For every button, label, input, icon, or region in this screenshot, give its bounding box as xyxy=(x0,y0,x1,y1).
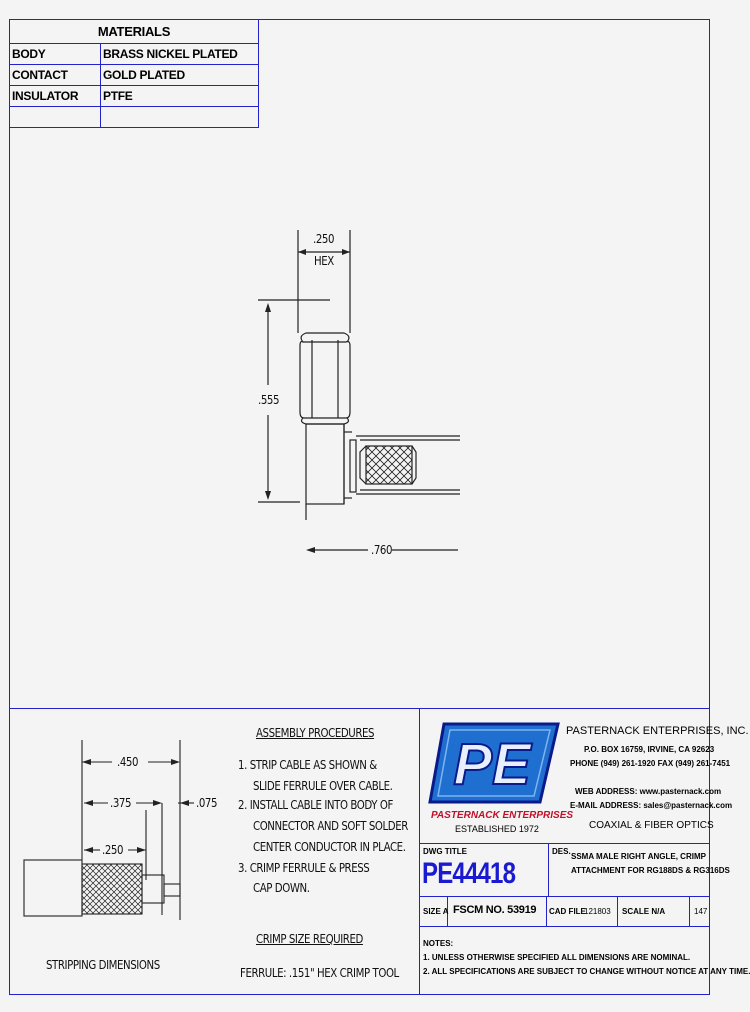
strip-dim-250: .250 xyxy=(102,843,124,857)
des-label: DES. xyxy=(552,847,571,856)
size-label: SIZE A xyxy=(423,907,449,916)
assembly-title: ASSEMBLY PROCEDURES xyxy=(256,726,375,740)
strip-dim-075: .075 xyxy=(196,796,218,810)
material-value: PTFE xyxy=(101,86,259,107)
notes-label: NOTES: xyxy=(423,939,454,948)
assembly-line: 2. INSTALL CABLE INTO BODY OF xyxy=(238,798,393,812)
tb-line xyxy=(419,926,710,927)
fscm-number: FSCM NO. 53919 xyxy=(453,904,537,916)
material-part: INSULATOR xyxy=(10,86,101,107)
scale: SCALE N/A xyxy=(622,907,666,916)
tb-line xyxy=(419,896,710,897)
company-name: PASTERNACK ENTERPRISES, INC. xyxy=(566,725,749,737)
company-email: E-MAIL ADDRESS: sales@pasternack.com xyxy=(570,801,733,810)
description-line-2: ATTACHMENT FOR RG188DS & RG316DS xyxy=(571,866,730,875)
tb-line xyxy=(419,843,710,844)
assembly-line: CAP DOWN. xyxy=(253,881,310,895)
assembly-line: SLIDE FERRULE OVER CABLE. xyxy=(253,779,393,793)
tb-line xyxy=(617,896,618,926)
sheet-number: 147 xyxy=(694,907,708,916)
crimp-title: CRIMP SIZE REQUIRED xyxy=(256,932,363,946)
cad-file-label: CAD FILE xyxy=(549,907,586,916)
assembly-line: CENTER CONDUCTOR IN PLACE. xyxy=(253,840,406,854)
tb-line xyxy=(546,896,547,926)
length-dimension: .760 xyxy=(371,543,393,557)
assembly-line: 3. CRIMP FERRULE & PRESS xyxy=(238,861,370,875)
materials-header: MATERIALS xyxy=(10,20,259,44)
note-item: 1. UNLESS OTHERWISE SPECIFIED ALL DIMENSIONS ARE NOMINAL. xyxy=(423,953,691,962)
strip-dim-375: .375 xyxy=(110,796,132,810)
height-dimension: .555 xyxy=(258,393,280,407)
tb-line xyxy=(689,896,690,926)
crimp-line: FERRULE: .151" HEX CRIMP TOOL xyxy=(240,966,399,980)
hex-label: HEX xyxy=(314,254,334,268)
part-number: PE44418 xyxy=(422,857,516,890)
pe-logo xyxy=(430,718,574,822)
strip-dim-450: .450 xyxy=(117,755,139,769)
established: ESTABLISHED 1972 xyxy=(455,824,539,834)
material-part: BODY xyxy=(10,44,101,65)
cad-file: 121803 xyxy=(584,907,611,916)
company-phone: PHONE (949) 261-1920 FAX (949) 261-7451 xyxy=(570,759,731,768)
description-line-1: SSMA MALE RIGHT ANGLE, CRIMP xyxy=(571,852,706,861)
company-web: WEB ADDRESS: www.pasternack.com xyxy=(575,787,722,796)
tb-line xyxy=(548,843,549,896)
assembly-line: CONNECTOR AND SOFT SOLDER xyxy=(253,819,408,833)
material-value: GOLD PLATED xyxy=(101,65,259,86)
section-divider xyxy=(9,708,710,709)
logo-name: PASTERNACK ENTERPRISES xyxy=(431,810,574,821)
dwg-title-label: DWG TITLE xyxy=(423,847,467,856)
company-address: P.O. BOX 16759, IRVINE, CA 92623 xyxy=(584,745,715,754)
logo-letters: PE xyxy=(453,732,531,797)
hex-dimension: .250 xyxy=(313,232,335,246)
company-tagline: COAXIAL & FIBER OPTICS xyxy=(589,820,714,831)
material-part: CONTACT xyxy=(10,65,101,86)
assembly-line: 1. STRIP CABLE AS SHOWN & xyxy=(238,758,377,772)
material-value: BRASS NICKEL PLATED xyxy=(101,44,259,65)
note-item: 2. ALL SPECIFICATIONS ARE SUBJECT TO CHANGE WITHOUT NOTICE AT ANY TIME. xyxy=(423,967,750,976)
stripping-caption: STRIPPING DIMENSIONS xyxy=(46,958,160,972)
section-divider xyxy=(419,708,420,995)
